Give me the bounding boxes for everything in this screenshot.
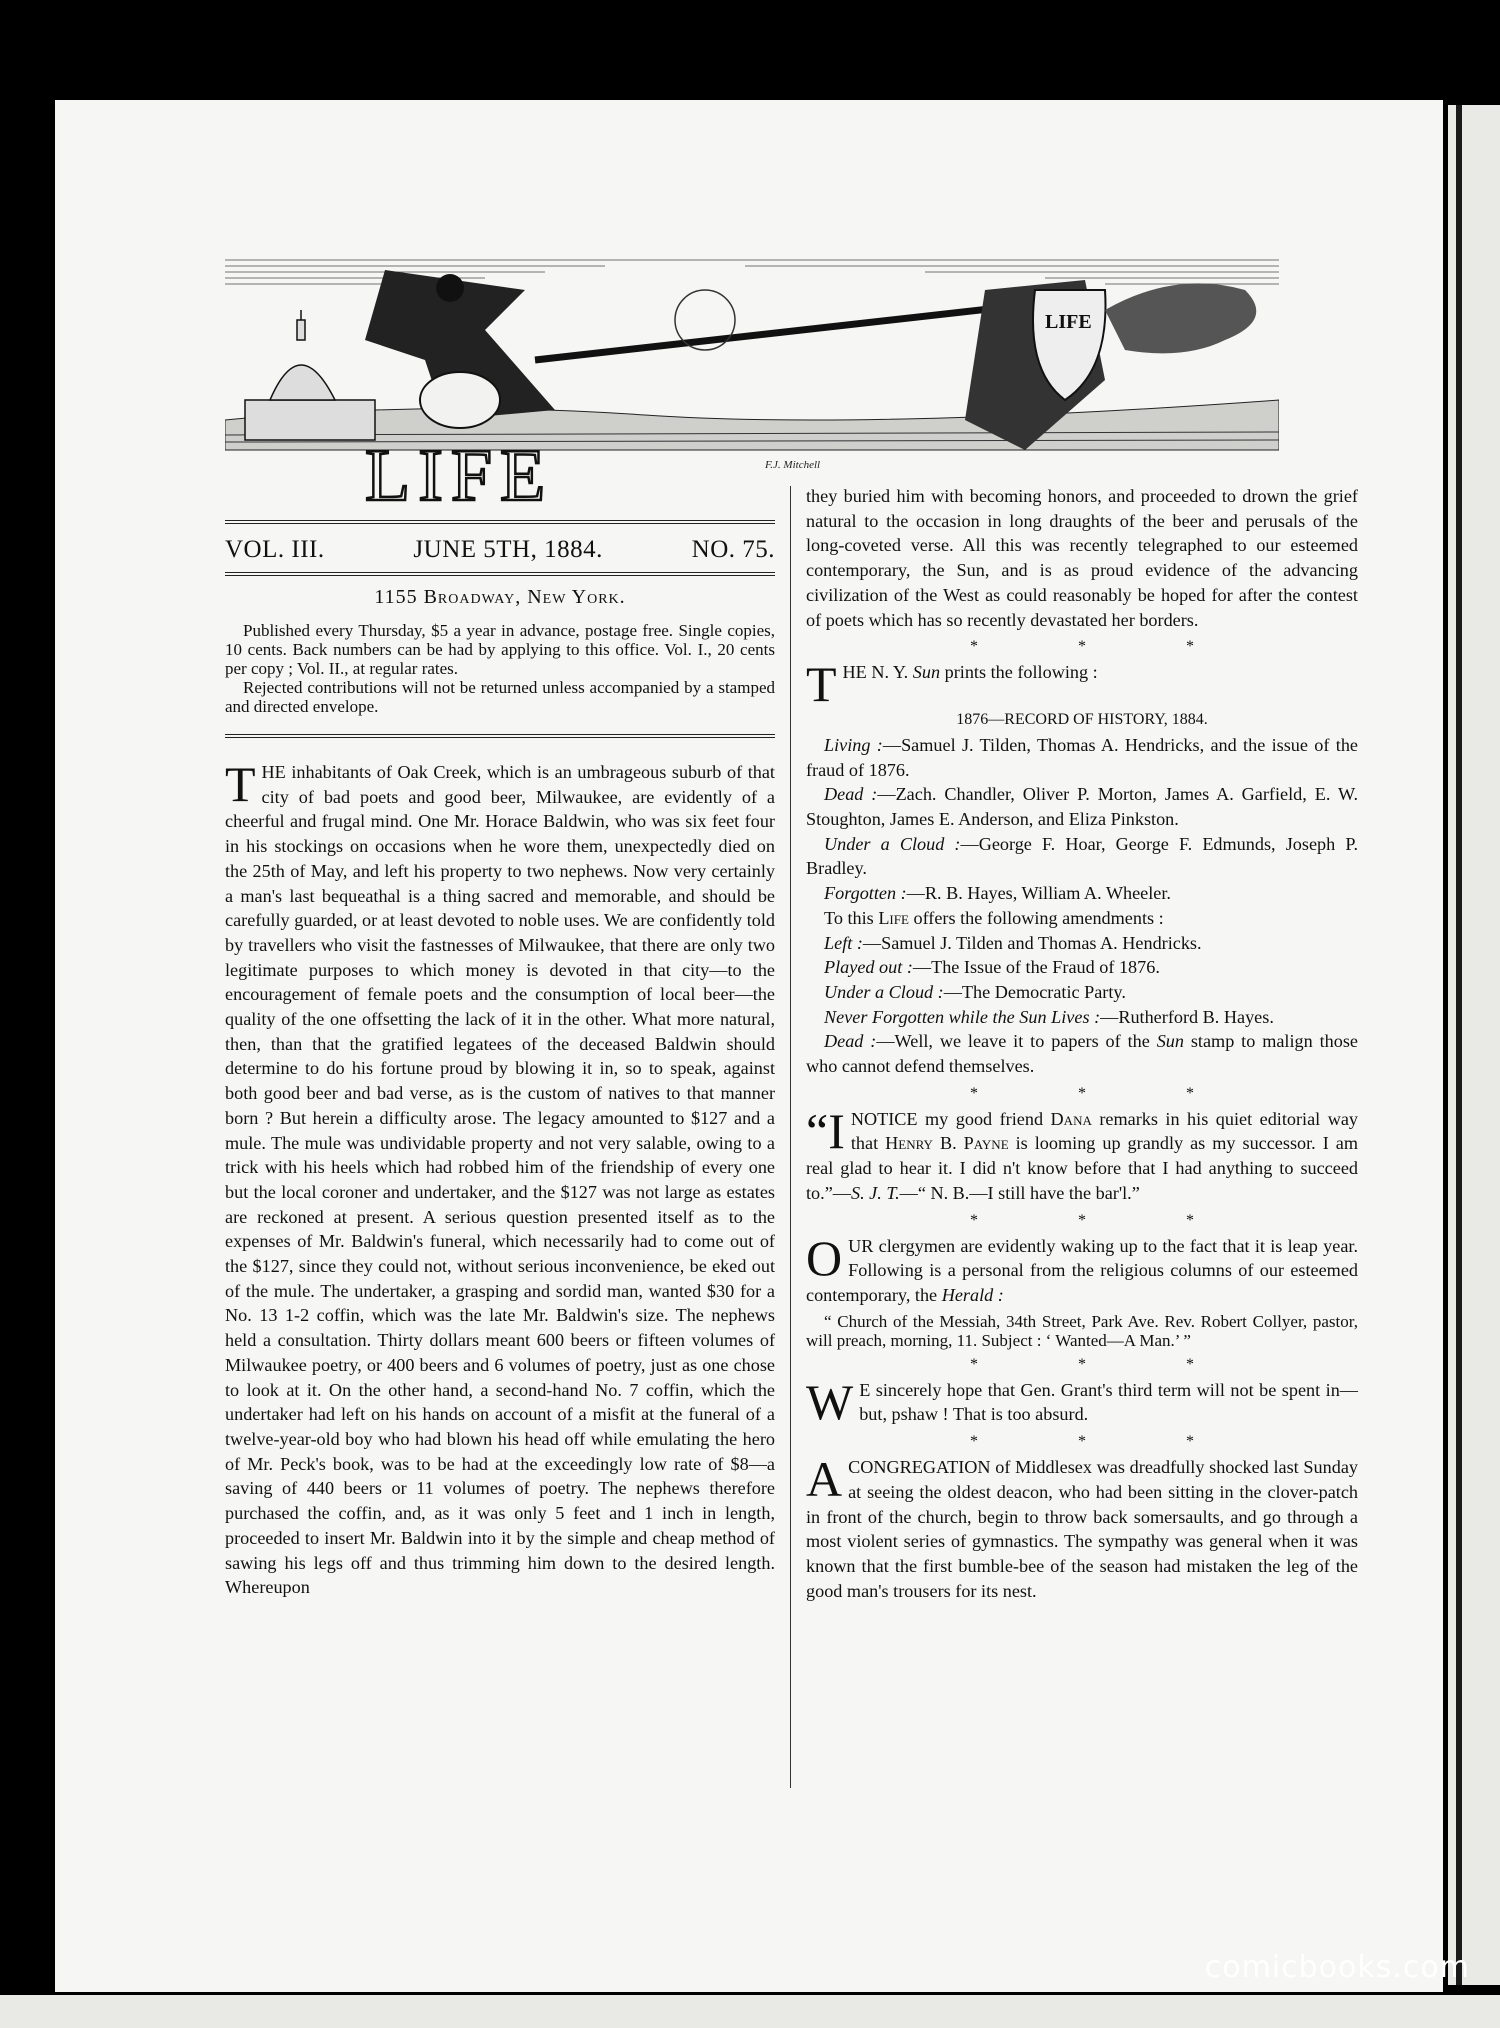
section-separator xyxy=(225,734,775,738)
contributions-notice: Rejected contributions will not be returned unless accompanied by a stamped and directed envelope. xyxy=(225,678,775,716)
artist-signature: F.J. Mitchell xyxy=(765,459,821,471)
grant-article: W E sincerely hope that Gen. Grant's third term will not be spent in—but, pshaw ! That is too absurd. xyxy=(806,1373,1358,1430)
drop-cap: T xyxy=(225,756,256,812)
drop-cap: “I xyxy=(806,1102,845,1159)
volume-number: VOL. III. xyxy=(225,536,325,563)
church-notice-quote: “ Church of the Messiah, 34th Street, Park Ave. Rev. Robert Collyer, pastor, will preach, morning, 11. Subject : ‘ Wanted—A Man.’ ” xyxy=(806,1311,1358,1350)
office-address: 1155 Broadway, New York. xyxy=(374,586,626,608)
page-bottom-edge xyxy=(0,1995,1500,2028)
dana-article: “I NOTICE my good friend Dana remarks in his quiet editorial way that Henry B. Payne is looming up grandly as my successor. I am real glad to hear it. I did n't know before that I had anything to succeed to.”—S. J. T.—“ N. B.—I still have the bar'l.” xyxy=(806,1102,1359,1203)
clergy-article: OUR clergymen are evidently waking up to the fact that it is leap year. Following is a personal from the religious columns of our esteemed contemporary, the Herald : xyxy=(806,1229,1358,1305)
masthead-illustration xyxy=(225,250,1279,512)
header-rule-lower xyxy=(225,572,775,576)
publication-notice xyxy=(225,621,775,716)
section-stars: * * * xyxy=(970,1211,1242,1229)
watermark-text: comicbooks.com xyxy=(1204,1950,1470,1985)
issue-number: NO. 75. xyxy=(691,536,775,563)
left-column xyxy=(225,520,775,1600)
drop-cap: W xyxy=(806,1373,854,1430)
right-column xyxy=(806,484,1358,1603)
column-rule xyxy=(790,486,791,1788)
drop-cap: T xyxy=(806,656,837,713)
sun-article: THE N. Y. Sun prints the following : 1876—RECORD OF HISTORY, 1884. Living :—Samuel J. Tilden, Thomas A. Hendricks, and the issue of the fraud of 1876. Dead :—Zach. Chandler, Oliver P. Morton, James A. Garfield, E. W. Stoughton, James E. Anderson, and Eliza Pinkston. Under a Cloud :—George F. Hoar, George F. Edmunds, Joseph P. Bradley. Forgotten :—R. B. Hayes, William A. Wheeler. To this Life offers the following amendments : Left :—Samuel J. Tilden and Thomas A. Hendricks. Played out :—The Issue of the Fraud of 1876. Under a Cloud :—The Democratic Party. Never Forgotten while the Sun Lives :—Rutherford B. Hayes. Dead :—Well, we leave it to papers of the Sun stamp to malign those who cannot defend themselves. xyxy=(806,656,1359,1077)
section-stars: * * * xyxy=(970,1084,1242,1102)
congregation-article: A CONGREGATION of Middlesex was dreadfully shocked last Sunday at seeing the oldest deacon, who had been sitting in the clover-patch in front of the church, begin to throw back somersaults, and go through a most violent series of gymnastics. The sympathy was general when it was known that the first bumble-bee of the season had mistaken the leg of the good man's trousers for its nest. xyxy=(806,1451,1358,1601)
section-stars: * * * xyxy=(970,1433,1242,1451)
shield-life-text: LIFE xyxy=(1045,311,1092,333)
drop-cap: O xyxy=(806,1229,843,1286)
life-logo: LIFE xyxy=(365,435,554,512)
drop-cap: A xyxy=(806,1451,843,1508)
next-page-edge xyxy=(1448,105,1500,1985)
subscription-notice: Published every Thursday, $5 a year in advance, postage free. Single copies, 10 cents. Back numbers can be had by applying to this office. Vol. I., 20 cents per copy ; Vol. II., at regular rates. xyxy=(225,621,775,678)
section-stars: * * * xyxy=(970,638,1242,656)
oak-creek-article xyxy=(225,756,775,1600)
section-stars: * * * xyxy=(970,1355,1242,1373)
article-text: HE inhabitants of Oak Creek, which is an umbrageous suburb of that city of bad poets and good beer, Milwaukee, are evidently of a cheerful and frugal mind. One Mr. Horace Baldwin, who was six feet four in his stockings on occasions when he wore them, unexpectedly died on the 25th of May, and left his property to two nephews. Now very certainly a man's last bequeathal is a thing sacred and memorable, and should be carefully guarded, or at least devoted to noble uses. We are confidently told by travellers who visit the fastnesses of Milwaukee, that there are only two legitimate purposes to which money is devoted in that city—to the encouragement of female poets and the consumption of local beer—the quality of the one offsetting the lack of it in the other. What more natural, then, than that the gratified legatees of the deceased Baldwin should determine to do his fortune proud by blowing it in, so to speak, against both good beer and bad verse, as is the custom of natives to that manner born ? But herein a difficulty arose. The legacy amounted to $127 and a mule. The mule was undividable property and not very salable, owing to a trick with his heels which had robbed him of the friendship of every one but the local coroner and undertaker, and the $127 was not large as estates are reckoned at present. A serious question presented itself as to the expenses of Mr. Baldwin's funeral, which necessarily had to come out of the $127, since they could not, without serious inconvenience, be eked out of the mule. The undertaker, a grasping and sordid man, wanted $30 for a No. 13 1-2 coffin, which was the late Mr. Baldwin's size. The nephews held a consultation. Thirty dollars meant 600 beers or fifteen volumes of Milwaukee poetry, or 400 beers and 6 volumes of poetry, just as one chose to look at it. On the other hand, a second-hand No. 7 coffin, which the undertaker had left on his hands on account of a misfit at the funeral of a twelve-year-old boy who had blown his head off while emulating the hero of Mr. Peck's book, was to be had at the exceedingly low rate of $8—a saving of 440 beers or 11 volumes of poetry. The nephews therefore purchased the coffin, and, as it was only 5 feet and 1 inch in length, proceeded to insert Mr. Baldwin into it by the simple and cheap method of sawing his legs off and thus trimming him down to the desired length. Whereupon xyxy=(225,762,775,1598)
newspaper-name: Sun xyxy=(912,662,941,683)
record-heading: 1876—RECORD OF HISTORY, 1884. xyxy=(956,711,1208,729)
scan-background xyxy=(0,0,1500,100)
oak-creek-continuation: they buried him with becoming honors, and proceeded to drown the grief natural to the occasion in long draughts of the beer and perusals of the long-coveted verse. All this was recently telegraphed to our esteemed contemporary, the Sun, and is as proud evidence of the advancing civilization of the West as could reasonably be hoped for after the contest of poets which has so recently devastated her borders. xyxy=(806,486,1358,630)
issue-date: JUNE 5TH, 1884. xyxy=(413,536,603,563)
issue-line xyxy=(225,524,775,572)
